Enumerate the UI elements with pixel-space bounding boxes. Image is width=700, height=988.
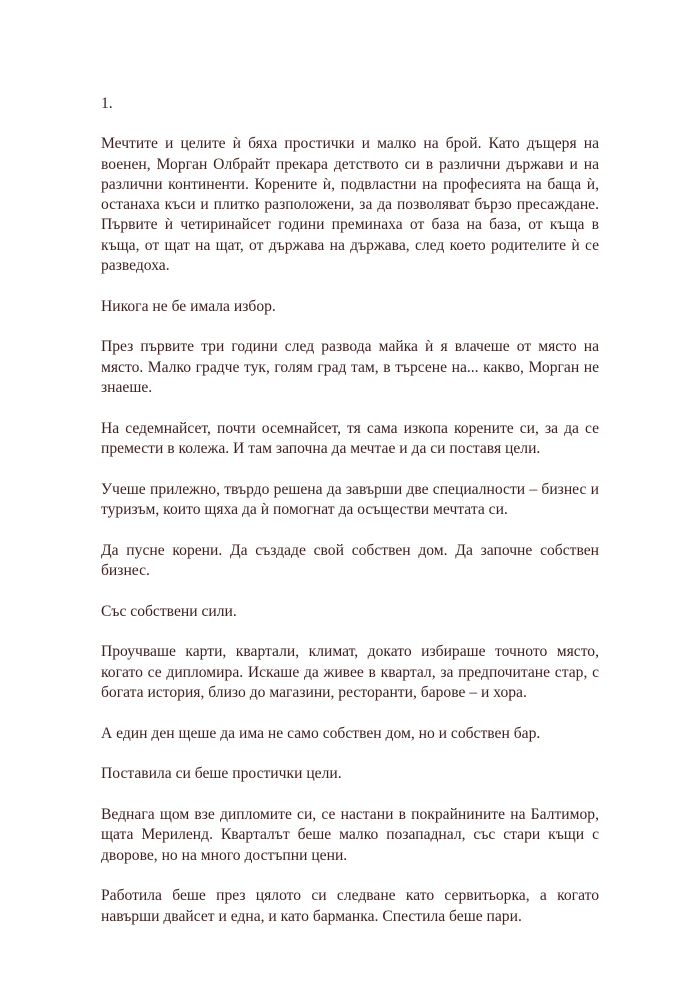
paragraph: През първите три години след развода майка ѝ я влачеше от място на място. Малко градче тук, голям град там, в търсене на... какво, Морган не знаеше. <box>101 338 599 397</box>
paragraph: Никога не бе имала избор. <box>101 297 276 315</box>
paragraph: Поставила си беше простички цели. <box>101 765 342 783</box>
paragraph: Проучваше карти, квартали, климат, докато избираше точното място, когато се дипломира. Искаше да живее в квартал, за предпочитане стар, с богата история, близо до магазини, ресторанти, барове – и хора. <box>101 643 599 701</box>
paragraph: Веднага щом взе дипломите си, се настани в покрайнините на Балтимор, щата Мериленд. Кварталът беше малко позападнал, със стари къщи с дворове, но на много достъпни цени. <box>101 806 599 864</box>
text-column <box>101 94 599 947</box>
paragraph: На седемнайсет, почти осемнайсет, тя сама изкопа корените си, за да се премести в колежа. И там започна да мечтае и да си поставя цели. <box>101 419 599 458</box>
paragraph: Мечтите и целите ѝ бяха простички и малко на брой. Като дъщеря на военен, Морган Олбрайт прекара детството си в различни държави и на различни континенти. Корените ѝ, подвластни на професията на баща ѝ, останаха къси и плитко разположени, за да позволяват бързо пресаждане. Първите ѝ четиринайсет години преминаха от база на база, от къща в къща, от щат на щат, от държава на държава, след което родителите ѝ се разведоха. <box>101 135 599 275</box>
paragraph: А един ден щеше да има не само собствен дом, но и собствен бар. <box>101 724 541 742</box>
paragraph: Да пусне корени. Да създаде свой собствен дом. Да започне собствен бизнес. <box>101 541 599 579</box>
paragraph: Със собствени сили. <box>101 602 237 620</box>
paragraph: Учеше прилежно, твърдо решена да завърши две специалности – бизнес и туризъм, които щяха да ѝ помогнат да осъществи мечтата си. <box>101 480 599 519</box>
chapter-number: 1. <box>101 95 113 112</box>
paragraph: Работила беше през цялото си следване като сервитьорка, а когато навърши двайсет и една, и като барманка. Спестила беше пари. <box>101 887 599 925</box>
